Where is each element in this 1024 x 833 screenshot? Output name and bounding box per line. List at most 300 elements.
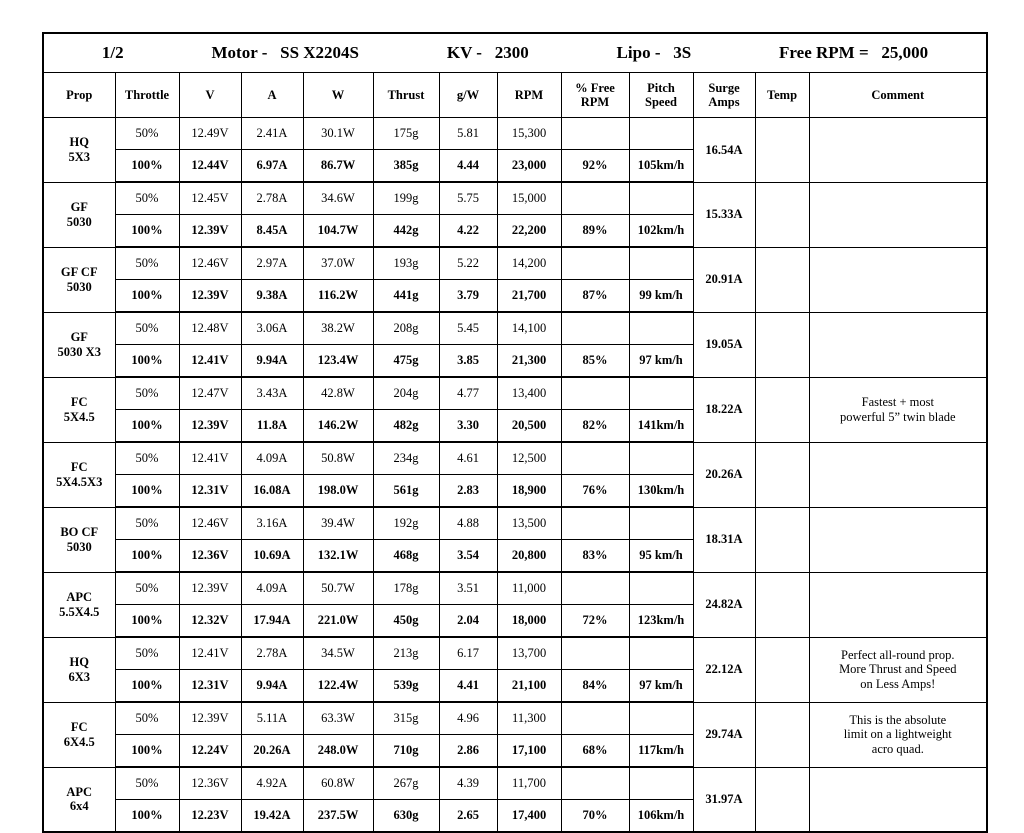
cell-w: 63.3W [303,702,373,735]
cell-temp [755,182,809,247]
cell-pitch [629,247,693,280]
cell-pitch [629,767,693,800]
cell-v: 12.39V [179,215,241,248]
prop-name-line1: BO CF [60,525,99,540]
table-row [43,572,987,605]
col-header-pitch-line2: Speed [645,95,677,109]
prop-name-line1: APC [66,590,93,605]
cell-gw: 4.41 [439,670,497,703]
cell-throttle: 100% [115,540,179,573]
prop-name-line1: FC [70,460,88,475]
cell-thrust: 385g [373,150,439,183]
cell-pct-free: 89% [561,215,629,248]
motor-info [212,43,360,63]
cell-a: 3.43A [241,377,303,410]
cell-w: 237.5W [303,800,373,833]
cell-pitch: 97 km/h [629,670,693,703]
col-header-comment: Comment [809,73,987,118]
cell-w: 34.6W [303,182,373,215]
motor-label: Motor - [211,43,268,63]
cell-pitch [629,182,693,215]
lipo-info [617,43,692,63]
cell-thrust: 175g [373,118,439,150]
prop-name-cell [43,377,115,442]
cell-gw: 4.88 [439,507,497,540]
cell-v: 12.48V [179,312,241,345]
cell-rpm: 11,700 [497,767,561,800]
cell-v: 12.46V [179,247,241,280]
cell-thrust: 213g [373,637,439,670]
cell-v: 12.39V [179,410,241,443]
cell-rpm: 12,500 [497,442,561,475]
cell-gw: 3.85 [439,345,497,378]
comment-line-3: on Less Amps! [860,676,936,691]
table-row [43,702,987,735]
cell-rpm: 23,000 [497,150,561,183]
cell-thrust: 192g [373,507,439,540]
cell-pitch: 105km/h [629,150,693,183]
cell-gw: 4.39 [439,767,497,800]
cell-gw: 5.45 [439,312,497,345]
free-rpm-label: Free RPM = [779,43,869,63]
cell-w: 34.5W [303,637,373,670]
cell-pitch [629,637,693,670]
cell-pitch [629,118,693,150]
prop-name-cell [43,637,115,702]
cell-rpm: 21,100 [497,670,561,703]
prop-name-cell [43,572,115,637]
lipo-value: 3S [673,43,692,63]
cell-throttle: 50% [115,572,179,605]
cell-pct-free [561,247,629,280]
motor-value: SS X2204S [280,43,359,63]
col-header-v: V [179,73,241,118]
cell-a: 9.94A [241,670,303,703]
cell-temp [755,442,809,507]
col-header-a: A [241,73,303,118]
cell-w: 132.1W [303,540,373,573]
cell-rpm: 21,700 [497,280,561,313]
cell-pitch [629,442,693,475]
prop-name-line2: 5X3 [68,149,91,164]
cell-w: 50.7W [303,572,373,605]
cell-gw: 5.22 [439,247,497,280]
prop-name-line1: APC [66,784,93,799]
cell-rpm: 11,000 [497,572,561,605]
comment-line-1: Perfect all-round prop. [841,647,955,662]
cell-rpm: 20,500 [497,410,561,443]
cell-surge-amps: 16.54A [693,118,755,183]
cell-pct-free: 85% [561,345,629,378]
cell-pitch [629,377,693,410]
col-header-surge-amps [693,73,755,118]
cell-thrust: 208g [373,312,439,345]
cell-pitch: 99 km/h [629,280,693,313]
cell-rpm: 13,700 [497,637,561,670]
prop-name-line1: HQ [69,655,89,670]
cell-pitch: 102km/h [629,215,693,248]
col-header-pitch-speed [629,73,693,118]
cell-gw: 3.51 [439,572,497,605]
cell-w: 42.8W [303,377,373,410]
cell-pct-free [561,507,629,540]
cell-surge-amps: 20.26A [693,442,755,507]
cell-pct-free: 83% [561,540,629,573]
col-header-throttle: Throttle [115,73,179,118]
cell-throttle: 100% [115,410,179,443]
free-rpm-value: 25,000 [881,43,929,63]
cell-v: 12.44V [179,150,241,183]
cell-comment [809,637,987,702]
cell-a: 4.92A [241,767,303,800]
prop-name-line2: 6X4.5 [63,734,95,749]
cell-a: 6.97A [241,150,303,183]
cell-w: 146.2W [303,410,373,443]
table-row [43,312,987,345]
cell-w: 38.2W [303,312,373,345]
cell-throttle: 50% [115,247,179,280]
cell-v: 12.39V [179,280,241,313]
cell-surge-amps: 20.91A [693,247,755,312]
col-header-surge-line1: Surge [708,81,740,95]
cell-w: 221.0W [303,605,373,638]
comment-line-2: powerful 5” twin blade [840,409,956,424]
cell-pitch [629,702,693,735]
cell-a: 2.78A [241,637,303,670]
prop-name-line2: 5030 X3 [57,344,101,359]
cell-v: 12.45V [179,182,241,215]
cell-thrust: 630g [373,800,439,833]
cell-throttle: 100% [115,605,179,638]
cell-a: 4.09A [241,442,303,475]
cell-throttle: 100% [115,150,179,183]
cell-a: 3.16A [241,507,303,540]
cell-pct-free: 72% [561,605,629,638]
cell-a: 4.09A [241,572,303,605]
cell-a: 20.26A [241,735,303,768]
cell-comment [809,312,987,377]
prop-name-line2: 6X3 [68,669,91,684]
cell-gw: 5.75 [439,182,497,215]
cell-v: 12.31V [179,670,241,703]
table-row [43,118,987,150]
cell-temp [755,377,809,442]
cell-throttle: 50% [115,442,179,475]
cell-throttle: 100% [115,215,179,248]
col-header-temp: Temp [755,73,809,118]
cell-gw: 2.83 [439,475,497,508]
cell-thrust: 204g [373,377,439,410]
cell-a: 8.45A [241,215,303,248]
cell-pct-free [561,312,629,345]
cell-gw: 4.22 [439,215,497,248]
prop-name-line1: FC [70,720,88,735]
cell-pct-free: 82% [561,410,629,443]
cell-a: 9.94A [241,345,303,378]
cell-v: 12.46V [179,507,241,540]
col-header-thrust: Thrust [373,73,439,118]
cell-pct-free [561,377,629,410]
col-header-pct-free-line1: % Free [575,81,615,95]
cell-a: 10.69A [241,540,303,573]
cell-comment [809,377,987,442]
cell-rpm: 18,000 [497,605,561,638]
table-row [43,442,987,475]
col-header-pct-free-line2: RPM [580,95,610,109]
cell-throttle: 50% [115,637,179,670]
cell-v: 12.36V [179,540,241,573]
cell-gw: 3.30 [439,410,497,443]
cell-a: 2.78A [241,182,303,215]
col-header-pitch-line1: Pitch [647,81,675,95]
table-row [43,637,987,670]
cell-comment [809,767,987,832]
cell-w: 104.7W [303,215,373,248]
comment-line-2: More Thrust and Speed [839,662,957,677]
cell-v: 12.41V [179,345,241,378]
cell-gw: 4.96 [439,702,497,735]
cell-throttle: 50% [115,118,179,150]
cell-temp [755,118,809,183]
cell-w: 37.0W [303,247,373,280]
cell-v: 12.39V [179,702,241,735]
cell-pct-free [561,572,629,605]
cell-a: 9.38A [241,280,303,313]
cell-pitch [629,312,693,345]
cell-v: 12.49V [179,118,241,150]
cell-pct-free [561,702,629,735]
cell-temp [755,702,809,767]
cell-pct-free: 70% [561,800,629,833]
cell-a: 2.97A [241,247,303,280]
kv-value: 2300 [494,43,529,63]
cell-throttle: 50% [115,702,179,735]
cell-pct-free [561,118,629,150]
cell-rpm: 17,400 [497,800,561,833]
prop-name-cell [43,312,115,377]
cell-a: 2.41A [241,118,303,150]
col-header-pct-free-rpm [561,73,629,118]
page-number: 1/2 [101,43,124,63]
cell-rpm: 20,800 [497,540,561,573]
cell-throttle: 50% [115,377,179,410]
column-header-row [43,73,987,118]
cell-thrust: 482g [373,410,439,443]
prop-name-line1: HQ [69,135,89,150]
cell-rpm: 18,900 [497,475,561,508]
cell-thrust: 234g [373,442,439,475]
comment-line-1: Fastest + most [861,395,934,410]
prop-name-line2: 5.5X4.5 [59,604,100,619]
cell-gw: 3.54 [439,540,497,573]
cell-a: 19.42A [241,800,303,833]
cell-gw: 3.79 [439,280,497,313]
cell-surge-amps: 18.31A [693,507,755,572]
cell-temp [755,247,809,312]
cell-rpm: 15,000 [497,182,561,215]
cell-thrust: 178g [373,572,439,605]
lipo-label: Lipo - [616,43,661,63]
cell-rpm: 13,400 [497,377,561,410]
cell-pitch: 130km/h [629,475,693,508]
cell-a: 5.11A [241,702,303,735]
kv-info [447,43,529,63]
cell-a: 17.94A [241,605,303,638]
cell-comment [809,182,987,247]
cell-pct-free [561,767,629,800]
cell-pct-free: 87% [561,280,629,313]
cell-w: 39.4W [303,507,373,540]
table-row [43,507,987,540]
cell-w: 60.8W [303,767,373,800]
cell-gw: 2.04 [439,605,497,638]
cell-throttle: 100% [115,280,179,313]
cell-pitch: 117km/h [629,735,693,768]
cell-w: 123.4W [303,345,373,378]
cell-throttle: 50% [115,507,179,540]
cell-temp [755,572,809,637]
cell-pct-free: 84% [561,670,629,703]
prop-name-line2: 5030 [66,539,92,554]
cell-v: 12.41V [179,442,241,475]
cell-thrust: 199g [373,182,439,215]
cell-surge-amps: 19.05A [693,312,755,377]
cell-surge-amps: 29.74A [693,702,755,767]
col-header-gw: g/W [439,73,497,118]
cell-temp [755,312,809,377]
table-row [43,377,987,410]
cell-gw: 4.61 [439,442,497,475]
free-rpm-info [779,43,928,63]
table-title-cell [43,33,987,73]
cell-throttle: 100% [115,475,179,508]
cell-comment [809,118,987,183]
cell-v: 12.39V [179,572,241,605]
prop-name-cell [43,702,115,767]
comment-line-1: This is the absolute [849,712,947,727]
cell-thrust: 710g [373,735,439,768]
prop-name-line1: GF CF [60,265,98,280]
cell-pitch: 123km/h [629,605,693,638]
cell-comment [809,572,987,637]
prop-name-line2: 5X4.5X3 [56,474,103,489]
cell-surge-amps: 15.33A [693,182,755,247]
cell-v: 12.32V [179,605,241,638]
cell-v: 12.47V [179,377,241,410]
cell-throttle: 50% [115,182,179,215]
cell-throttle: 50% [115,312,179,345]
cell-gw: 5.81 [439,118,497,150]
col-header-w: W [303,73,373,118]
cell-rpm: 11,300 [497,702,561,735]
table-row [43,247,987,280]
cell-throttle: 100% [115,735,179,768]
cell-rpm: 14,200 [497,247,561,280]
cell-rpm: 22,200 [497,215,561,248]
cell-a: 11.8A [241,410,303,443]
cell-pct-free: 92% [561,150,629,183]
cell-rpm: 21,300 [497,345,561,378]
cell-a: 3.06A [241,312,303,345]
prop-name-line2: 5030 [66,279,92,294]
cell-rpm: 17,100 [497,735,561,768]
cell-pct-free [561,182,629,215]
prop-name-cell [43,118,115,183]
kv-label: KV - [446,43,482,63]
cell-pct-free [561,637,629,670]
cell-a: 16.08A [241,475,303,508]
cell-rpm: 15,300 [497,118,561,150]
cell-pitch: 95 km/h [629,540,693,573]
cell-thrust: 475g [373,345,439,378]
cell-comment [809,247,987,312]
cell-rpm: 14,100 [497,312,561,345]
cell-thrust: 267g [373,767,439,800]
cell-comment [809,442,987,507]
cell-throttle: 100% [115,800,179,833]
prop-name-cell [43,507,115,572]
cell-thrust: 468g [373,540,439,573]
cell-thrust: 441g [373,280,439,313]
cell-v: 12.23V [179,800,241,833]
cell-pitch [629,507,693,540]
cell-surge-amps: 24.82A [693,572,755,637]
prop-name-cell [43,247,115,312]
cell-surge-amps: 31.97A [693,767,755,832]
prop-name-cell [43,767,115,832]
prop-name-cell [43,182,115,247]
col-header-rpm: RPM [497,73,561,118]
cell-rpm: 13,500 [497,507,561,540]
cell-v: 12.36V [179,767,241,800]
cell-gw: 2.86 [439,735,497,768]
cell-v: 12.41V [179,637,241,670]
cell-thrust: 561g [373,475,439,508]
table-title-row [43,33,987,73]
col-header-prop: Prop [43,73,115,118]
cell-thrust: 539g [373,670,439,703]
cell-w: 30.1W [303,118,373,150]
cell-gw: 4.77 [439,377,497,410]
prop-name-line2: 6x4 [69,799,89,814]
cell-w: 116.2W [303,280,373,313]
cell-thrust: 442g [373,215,439,248]
cell-throttle: 50% [115,767,179,800]
cell-w: 198.0W [303,475,373,508]
cell-pct-free [561,442,629,475]
cell-pct-free: 68% [561,735,629,768]
cell-comment [809,702,987,767]
comment-line-2: limit on a lightweight [843,727,952,742]
prop-name-line1: GF [70,200,88,215]
cell-gw: 2.65 [439,800,497,833]
col-header-surge-line2: Amps [708,95,740,109]
cell-pitch: 97 km/h [629,345,693,378]
comment-line-3: acro quad. [871,741,924,756]
prop-name-cell [43,442,115,507]
cell-v: 12.31V [179,475,241,508]
cell-throttle: 100% [115,670,179,703]
prop-test-table [42,32,988,833]
table-row [43,767,987,800]
cell-pitch: 106km/h [629,800,693,833]
cell-temp [755,637,809,702]
prop-name-line2: 5030 [66,214,92,229]
cell-pitch: 141km/h [629,410,693,443]
cell-w: 248.0W [303,735,373,768]
cell-thrust: 315g [373,702,439,735]
cell-gw: 6.17 [439,637,497,670]
